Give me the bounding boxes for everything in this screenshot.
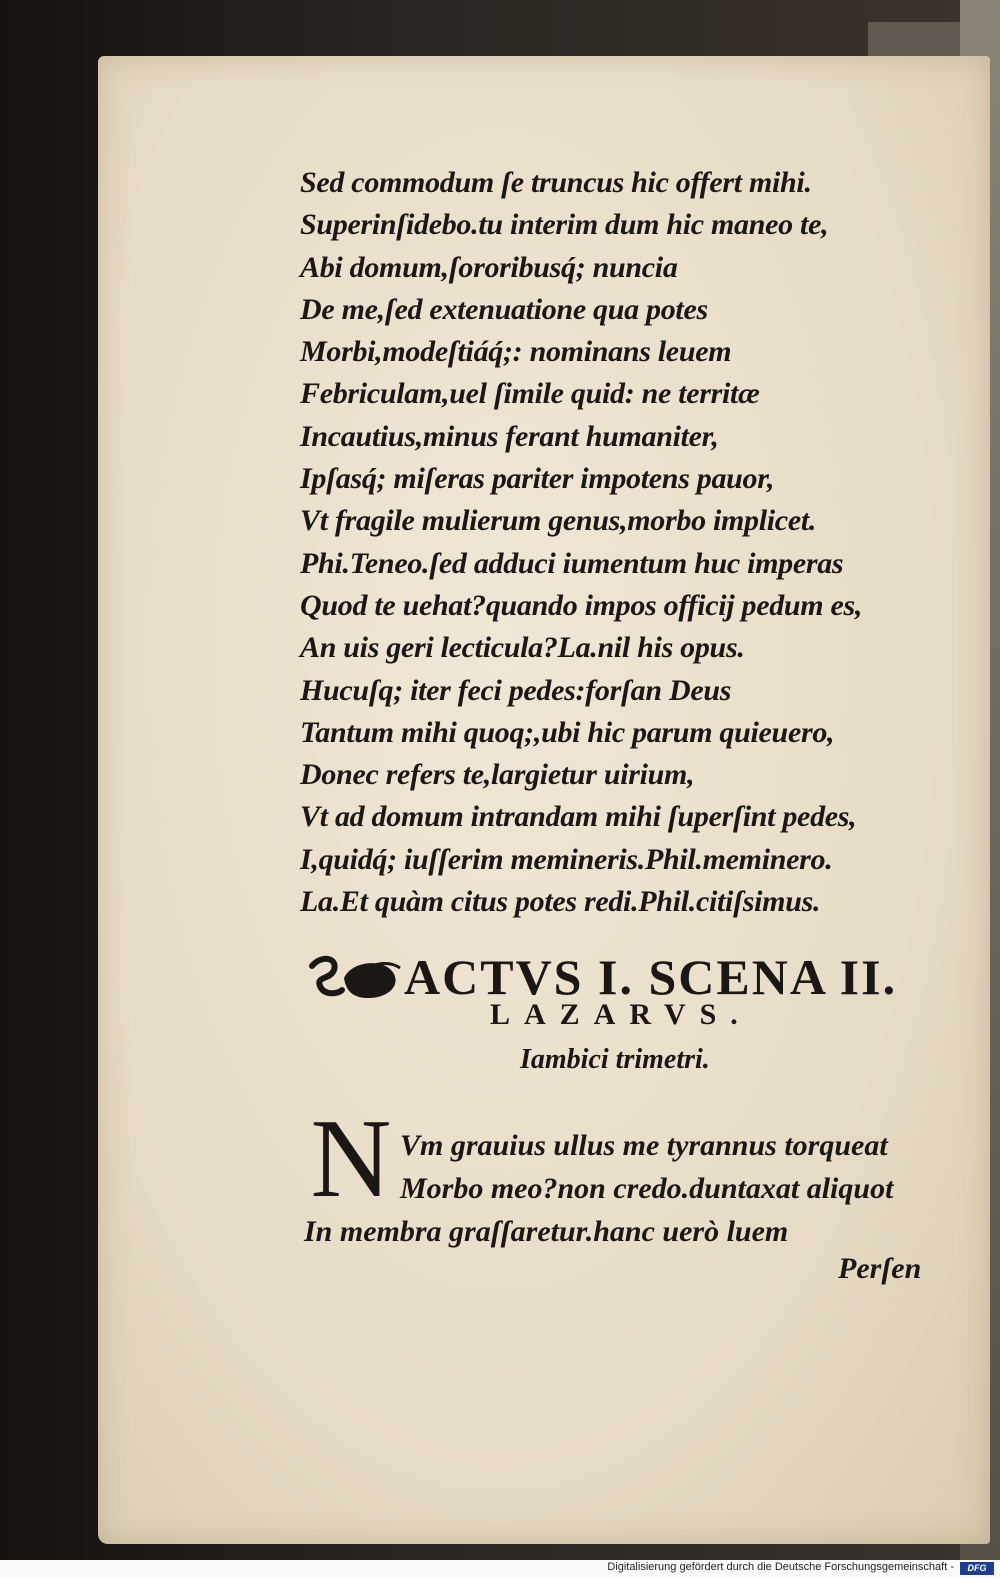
verse-block-scene-2 xyxy=(304,1124,924,1253)
verse-line: Abi domum,ſororibusq́; nuncia xyxy=(300,250,678,284)
verse-line: Ipſasq́; miſeras pariter impotens pauor, xyxy=(300,462,775,496)
catchword: Perſen xyxy=(838,1252,922,1285)
verse-line: Quod te uehat?quando impos officij pedum es, xyxy=(300,588,863,622)
verse-line: Donec refers te,largietur uirium, xyxy=(300,758,695,792)
verse-line: An uis geri lecticula?La.nil his opus. xyxy=(300,631,745,665)
verse-line: Superinſidebo.tu interim dum hic maneo te, xyxy=(300,208,829,242)
verse-line: Vt ad domum intrandam mihi ſuperſint pedes, xyxy=(300,800,857,834)
speaker-name: LAZARVS. xyxy=(490,998,752,1031)
verse-line: Vt fragile mulierum genus,morbo implicet. xyxy=(300,504,817,538)
verse-line: De me,ſed extenuatione qua potes xyxy=(300,292,708,326)
verse-line: I,quidq́; iuſſerim memineris.Phil.meminero. xyxy=(300,842,833,876)
act-scene-title: ACTVS I. SCENA II. xyxy=(404,949,898,1005)
verse-line: Hucuſq; iter feci pedes:forſan Deus xyxy=(300,673,732,707)
scene-heading xyxy=(308,948,958,1004)
funding-credit: Digitalisierung gefördert durch die Deutsche Forschungsgemeinschaft - xyxy=(607,1561,954,1573)
verse-line: Vm grauius ullus me tyrannus torqueat xyxy=(400,1129,888,1162)
meter-label: Iambici trimetri. xyxy=(520,1044,710,1075)
verse-line: Morbi,modeſtiáq́;: nominans leuem xyxy=(300,335,732,369)
verse-line: Phi.Teneo.ſed adduci iumentum huc imperas xyxy=(300,546,844,580)
verse-line: Febriculam,uel ſimile quid: ne territæ xyxy=(300,377,760,411)
verse-line: La.Et quàm citus potes redi.Phil.citiſsimus. xyxy=(300,885,821,919)
verse-line: Sed commodum ſe truncus hic offert mihi. xyxy=(300,166,812,199)
verse-line: Incautius,minus ferant humaniter, xyxy=(300,419,719,453)
verse-line: Tantum mihi quoq;,ubi hic parum quieuero, xyxy=(300,715,835,749)
verse-line: In membra graſſaretur.hanc uerò luem xyxy=(304,1215,789,1248)
verse-line: Morbo meo?non credo.duntaxat aliquot xyxy=(400,1172,894,1205)
drop-capital: N xyxy=(310,1097,392,1221)
dfg-logo-icon: DFG xyxy=(960,1562,994,1575)
fleuron-ornament-icon xyxy=(308,952,404,1004)
verse-block-scene-1 xyxy=(300,162,920,923)
footer-bar xyxy=(0,1560,1000,1578)
